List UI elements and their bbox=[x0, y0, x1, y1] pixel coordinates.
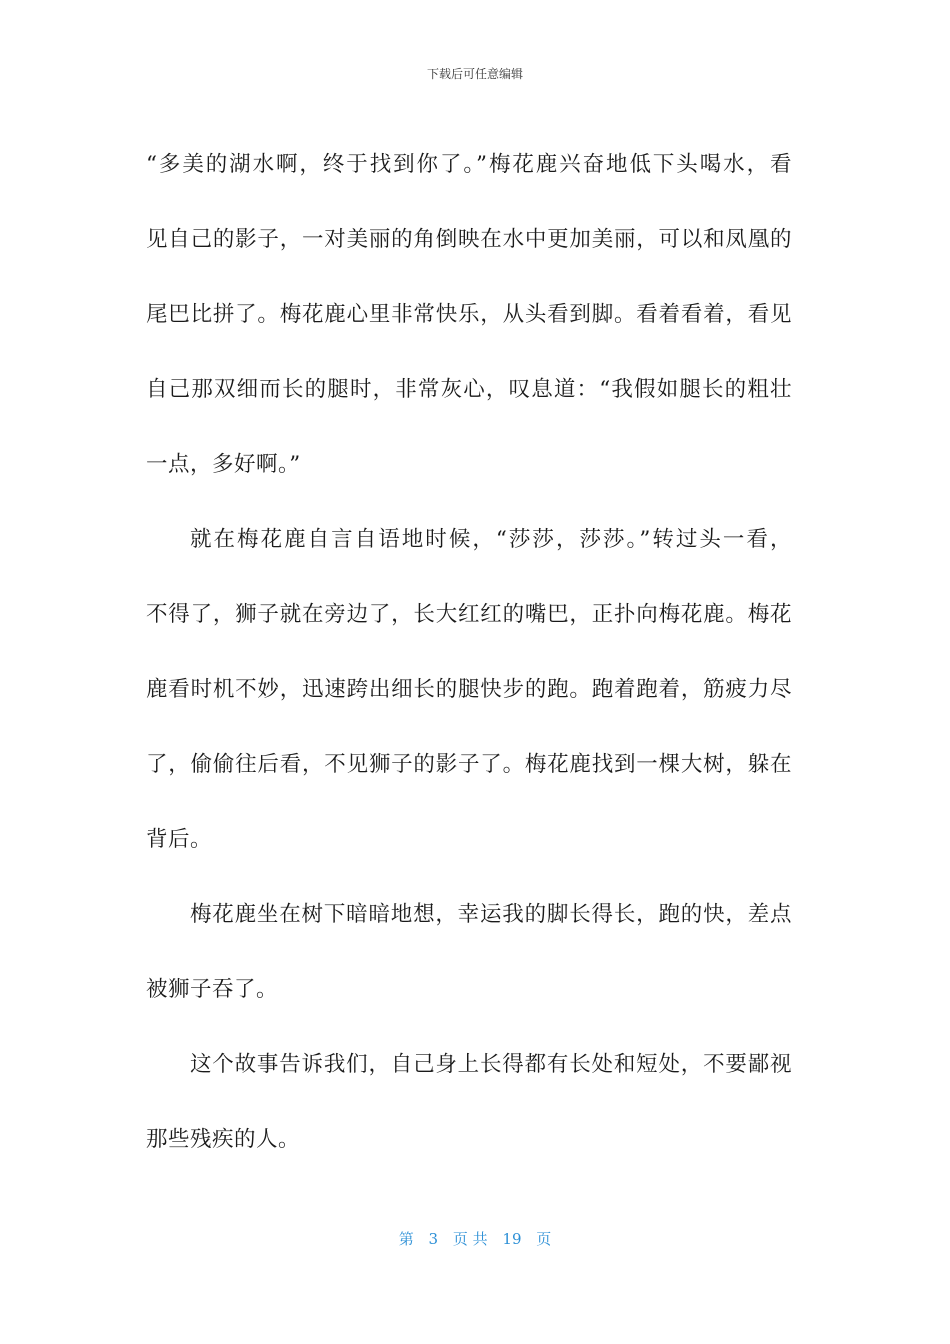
page-footer bbox=[0, 1229, 950, 1249]
footer-page-number: 3 bbox=[428, 1230, 439, 1248]
text-line: 鹿看时机不妙，迅速跨出细长的腿快步的跑。跑着跑着，筋疲力尽 bbox=[146, 677, 792, 702]
page-header bbox=[0, 66, 950, 82]
text-line: 被狮子吞了。 bbox=[146, 977, 279, 1002]
text-line: 那些残疾的人。 bbox=[146, 1127, 301, 1152]
header-text: 下载后可任意编辑 bbox=[426, 67, 523, 81]
paragraph-3 bbox=[146, 877, 792, 1027]
paragraph-2 bbox=[146, 502, 792, 877]
footer-page-label: 第 bbox=[398, 1230, 414, 1248]
text-line: 自己那双细而长的腿时，非常灰心，叹息道：“我假如腿长的粗壮 bbox=[146, 377, 792, 402]
text-line: 就在梅花鹿自言自语地时候，“莎莎，莎莎。”转过头一看， bbox=[190, 527, 792, 552]
text-line: 梅花鹿坐在树下暗暗地想，幸运我的脚长得长，跑的快，差点 bbox=[190, 902, 792, 927]
paragraph-4 bbox=[146, 1027, 792, 1177]
text-line: 一点，多好啊。” bbox=[146, 452, 301, 477]
text-line: 这个故事告诉我们，自己身上长得都有长处和短处，不要鄙视 bbox=[190, 1052, 792, 1077]
paragraph-1 bbox=[146, 127, 792, 502]
footer-page-unit: 页 bbox=[452, 1230, 468, 1248]
text-line: 尾巴比拼了。梅花鹿心里非常快乐，从头看到脚。看着看着，看见 bbox=[146, 302, 792, 327]
footer-total-label: 共 bbox=[472, 1230, 488, 1248]
document-body bbox=[146, 127, 792, 1177]
text-line: 不得了，狮子就在旁边了，长大红红的嘴巴，正扑向梅花鹿。梅花 bbox=[146, 602, 792, 627]
footer-total-unit: 页 bbox=[536, 1230, 552, 1248]
text-line: “多美的湖水啊，终于找到你了。”梅花鹿兴奋地低下头喝水，看 bbox=[146, 152, 792, 177]
text-line: 背后。 bbox=[146, 827, 213, 852]
text-line: 了，偷偷往后看，不见狮子的影子了。梅花鹿找到一棵大树，躲在 bbox=[146, 752, 792, 777]
footer-total-pages: 19 bbox=[502, 1230, 522, 1248]
text-line: 见自己的影子，一对美丽的角倒映在水中更加美丽，可以和凤凰的 bbox=[146, 227, 792, 252]
